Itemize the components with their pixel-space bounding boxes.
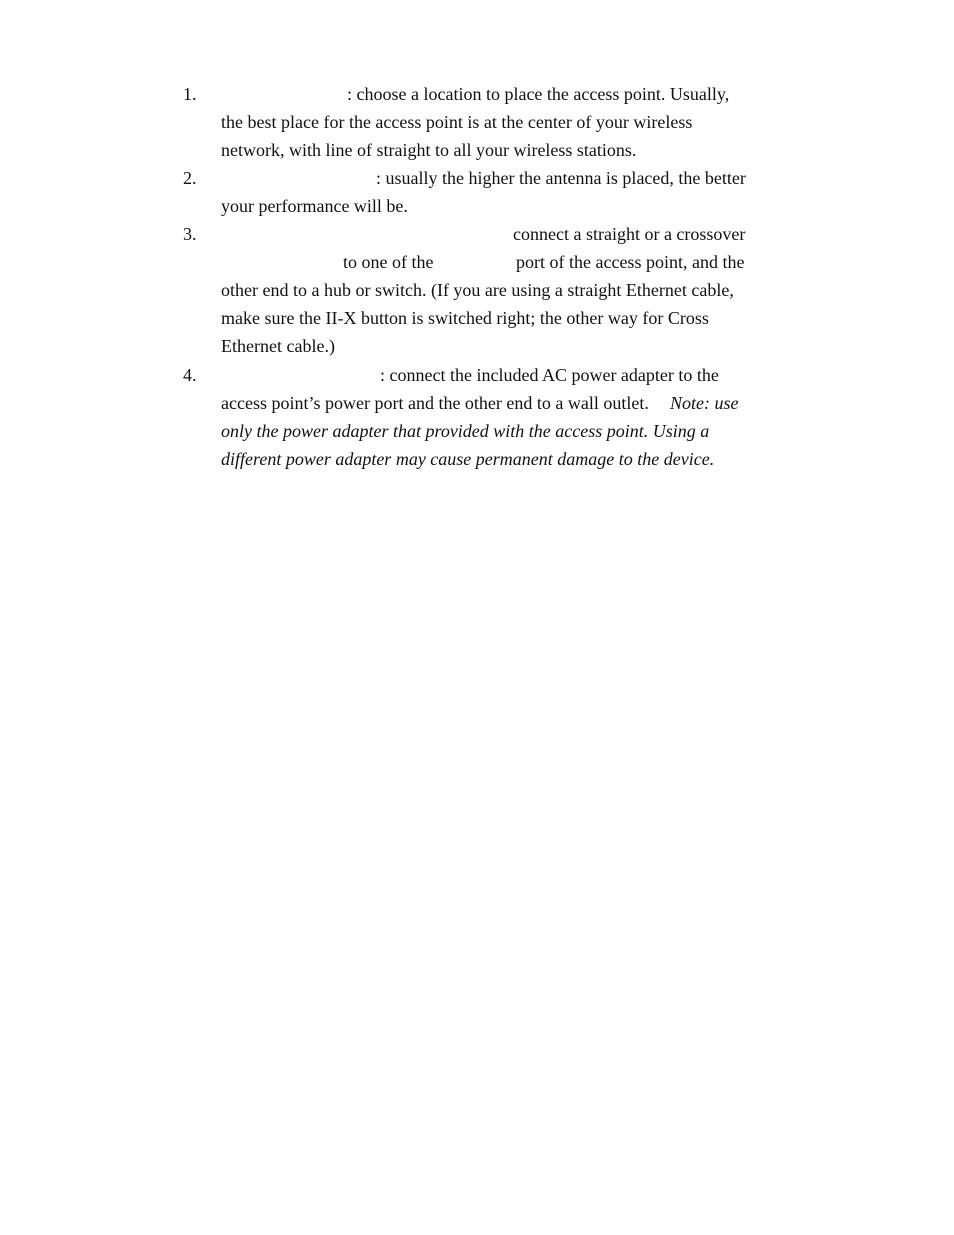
step-4-note-line-1: only the power adapter that provided with the access point. Using a xyxy=(221,421,710,441)
step-2-text-line-1: : usually the higher the antenna is placed, the better xyxy=(376,168,746,188)
step-3-text-line-4: make sure the II-X button is switched right; the other way for Cross xyxy=(221,308,709,328)
list-item-4 xyxy=(183,361,783,473)
step-1-text-line-2: the best place for the access point is at the center of your wireless xyxy=(221,112,693,132)
step-3-text-line-5: Ethernet cable.) xyxy=(221,336,335,356)
step-1-text-line-1: : choose a location to place the access point. Usually, xyxy=(347,84,730,104)
list-number-4: 4. xyxy=(183,365,197,385)
step-4-note-line-2: different power adapter may cause permanent damage to the device. xyxy=(221,449,715,469)
step-3-text-line-2a: to one of the xyxy=(343,252,434,272)
step-4-text-line-2: access point’s power port and the other end to a wall outlet. xyxy=(221,393,649,413)
list-item-3 xyxy=(183,220,783,360)
step-3-text-line-2b: port of the access point, and the xyxy=(516,252,745,272)
list-number-1: 1. xyxy=(183,84,197,104)
list-item-2 xyxy=(183,164,783,220)
step-3-text-line-1: connect a straight or a crossover xyxy=(513,224,746,244)
step-4-text-line-1: : connect the included AC power adapter to the xyxy=(380,365,719,385)
list-number-2: 2. xyxy=(183,168,197,188)
step-4-note-lead: Note: use xyxy=(670,393,739,413)
step-1-text-line-3: network, with line of straight to all your wireless stations. xyxy=(221,140,637,160)
step-2-text-line-2: your performance will be. xyxy=(221,196,408,216)
step-3-text-line-3: other end to a hub or switch. (If you are using a straight Ethernet cable, xyxy=(221,280,734,300)
list-number-3: 3. xyxy=(183,224,197,244)
list-item-1 xyxy=(183,80,783,164)
